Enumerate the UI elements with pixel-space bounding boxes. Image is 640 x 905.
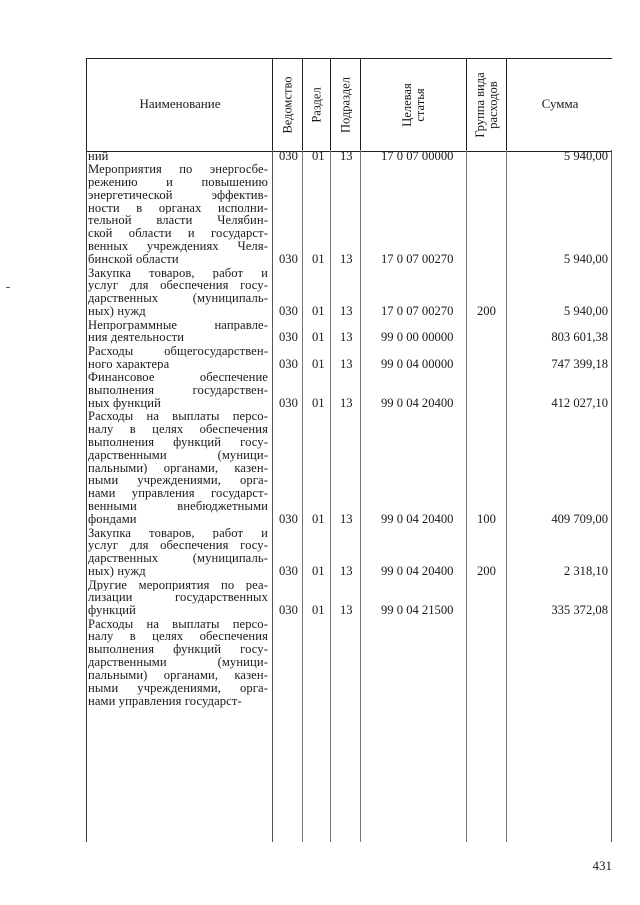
row-subsection: 13 xyxy=(340,564,353,579)
col-divider xyxy=(360,150,361,842)
row-sum: 747 399,18 xyxy=(551,356,608,371)
col-divider xyxy=(506,150,507,842)
row-name xyxy=(88,163,268,266)
row-section: 01 xyxy=(312,603,325,618)
row-sum: 412 027,10 xyxy=(551,395,608,410)
row-subsection: 13 xyxy=(340,395,353,410)
row-name xyxy=(88,371,268,410)
row-section: 01 xyxy=(312,330,325,345)
row-group: 200 xyxy=(477,564,496,579)
row-name-line: ного характера xyxy=(88,357,170,371)
row-name-line: дарственными (муници- xyxy=(88,656,268,670)
header-article: Целевая статья xyxy=(400,83,427,127)
row-name-line: выполнения функций госу- xyxy=(88,435,268,449)
row-name-line: услуг для обеспечения госу- xyxy=(88,539,268,553)
header-article-cell xyxy=(360,59,467,151)
row-name-line: дарственных (муниципаль- xyxy=(88,552,268,566)
row-sum: 5 940,00 xyxy=(563,304,608,319)
row-name-line: Мероприятия по энергосбе- xyxy=(88,162,268,176)
row-dept: 030 xyxy=(279,564,298,579)
row-section: 01 xyxy=(312,512,325,527)
row-name-line: ными учреждениями, орга- xyxy=(88,474,268,488)
row-name-line: ными учреждениями, орга- xyxy=(88,682,268,695)
row-name-line: режению и повышению xyxy=(88,175,268,189)
row-article: 99 0 04 20400 xyxy=(381,512,454,527)
row-name-line: выполнения государствен- xyxy=(88,383,268,397)
row-name xyxy=(88,527,268,579)
row-name-line: ных функций xyxy=(88,396,161,410)
row-name xyxy=(88,150,268,163)
row-dept: 030 xyxy=(279,395,298,410)
header-group-cell xyxy=(466,59,507,151)
row-name-line: налу в целях обеспечения xyxy=(88,422,268,436)
row-article: 99 0 04 20400 xyxy=(381,564,454,579)
row-name-line: Финансовое обеспечение xyxy=(88,370,268,384)
row-subsection: 13 xyxy=(340,252,353,267)
row-sum: 2 318,10 xyxy=(563,564,608,579)
row-article: 99 0 04 20400 xyxy=(381,395,454,410)
row-name-line: ных) нужд xyxy=(88,305,146,319)
row-sum: 335 372,08 xyxy=(551,603,608,618)
row-section: 01 xyxy=(312,149,325,163)
row-dept: 030 xyxy=(279,149,298,163)
row-subsection: 13 xyxy=(340,304,353,319)
row-name-line: Расходы общегосударствен- xyxy=(88,344,268,358)
row-name-line: Другие мероприятия по реа- xyxy=(88,578,268,592)
row-section: 01 xyxy=(312,252,325,267)
row-name-line: ний xyxy=(88,150,109,163)
col-divider xyxy=(611,150,612,842)
header-sum: Сумма xyxy=(541,96,579,111)
row-name-line: бинской области xyxy=(88,253,179,267)
row-section: 01 xyxy=(312,395,325,410)
row-name xyxy=(88,345,268,371)
row-article: 17 0 07 00000 xyxy=(381,149,454,163)
row-name-line: пальными) органами, казен- xyxy=(88,461,268,475)
header-subsection: Подраздел xyxy=(338,77,353,133)
row-dept: 030 xyxy=(279,330,298,345)
header-name: Наименование xyxy=(139,96,221,111)
row-name-line: дарственных (муниципаль- xyxy=(88,292,268,306)
row-name-line: венных учреждениях Челя- xyxy=(88,240,268,254)
row-article: 17 0 07 00270 xyxy=(381,304,454,319)
row-section: 01 xyxy=(312,564,325,579)
row-name-line: энергетической эффектив- xyxy=(88,188,268,202)
row-name-line: дарственными (муници- xyxy=(88,448,268,462)
row-dept: 030 xyxy=(279,356,298,371)
header-dept-cell xyxy=(272,59,303,151)
table-header xyxy=(86,58,612,152)
row-name-line: ности в органах исполни- xyxy=(88,201,268,215)
page-number: 431 xyxy=(592,858,612,873)
col-divider xyxy=(272,150,273,842)
row-name-line: Расходы на выплаты персо- xyxy=(88,410,268,423)
row-name-line: налу в целях обеспечения xyxy=(88,630,268,644)
row-group: 200 xyxy=(477,304,496,319)
row-name-line: ния деятельности xyxy=(88,331,185,345)
row-article: 99 0 04 21500 xyxy=(381,603,454,618)
col-divider xyxy=(302,150,303,842)
col-divider xyxy=(86,150,87,842)
row-name-line: Закупка товаров, работ и xyxy=(88,526,268,540)
row-name-line: лизации государственных xyxy=(88,591,268,605)
row-name xyxy=(88,267,268,319)
row-dept: 030 xyxy=(279,252,298,267)
col-divider xyxy=(330,150,331,842)
row-section: 01 xyxy=(312,356,325,371)
row-name-line: нами управления государст- xyxy=(88,694,242,708)
row-article: 17 0 07 00270 xyxy=(381,252,454,267)
row-dept: 030 xyxy=(279,512,298,527)
row-name-line: пальными) органами, казен- xyxy=(88,669,268,683)
row-name-line: Непрограммные направле- xyxy=(88,318,268,332)
row-name-line: услуг для обеспечения госу- xyxy=(88,279,268,293)
row-name-line: ской области и государст- xyxy=(88,227,268,241)
row-name xyxy=(88,319,268,345)
header-group: Группа вида расходов xyxy=(473,72,500,138)
row-article: 99 0 00 00000 xyxy=(381,330,454,345)
header-section: Раздел xyxy=(309,87,324,123)
row-sum: 5 940,00 xyxy=(563,252,608,267)
row-subsection: 13 xyxy=(340,149,353,163)
row-sum: 5 940,00 xyxy=(563,149,608,163)
row-subsection: 13 xyxy=(340,330,353,345)
row-name xyxy=(88,579,268,618)
row-name-line: функций xyxy=(88,604,136,618)
col-divider xyxy=(466,150,467,842)
header-subsection-cell xyxy=(330,59,361,151)
row-sum: 409 709,00 xyxy=(551,512,608,527)
row-subsection: 13 xyxy=(340,512,353,527)
row-dept: 030 xyxy=(279,304,298,319)
header-name-cell xyxy=(86,59,273,151)
row-subsection: 13 xyxy=(340,603,353,618)
row-group: 100 xyxy=(477,512,496,527)
row-name-line: Закупка товаров, работ и xyxy=(88,266,268,280)
header-section-cell xyxy=(302,59,331,151)
row-name-line: фондами xyxy=(88,513,137,527)
row-name-line: ных) нужд xyxy=(88,565,146,579)
row-sum: 803 601,38 xyxy=(551,330,608,345)
row-name-line: тельной власти Челябин- xyxy=(88,214,268,228)
row-dept: 030 xyxy=(279,603,298,618)
row-name xyxy=(88,618,268,708)
row-article: 99 0 04 00000 xyxy=(381,356,454,371)
row-name xyxy=(88,410,268,526)
row-name-line: нами управления государст- xyxy=(88,487,268,501)
row-name-line: Расходы на выплаты персо- xyxy=(88,617,268,631)
scan-mark xyxy=(6,287,10,288)
row-section: 01 xyxy=(312,304,325,319)
row-name-line: венными внебюджетными xyxy=(88,500,268,514)
header-sum-cell xyxy=(506,59,613,151)
row-subsection: 13 xyxy=(340,356,353,371)
header-dept: Ведомство xyxy=(280,76,295,134)
row-name-line: выполнения функций госу- xyxy=(88,643,268,657)
